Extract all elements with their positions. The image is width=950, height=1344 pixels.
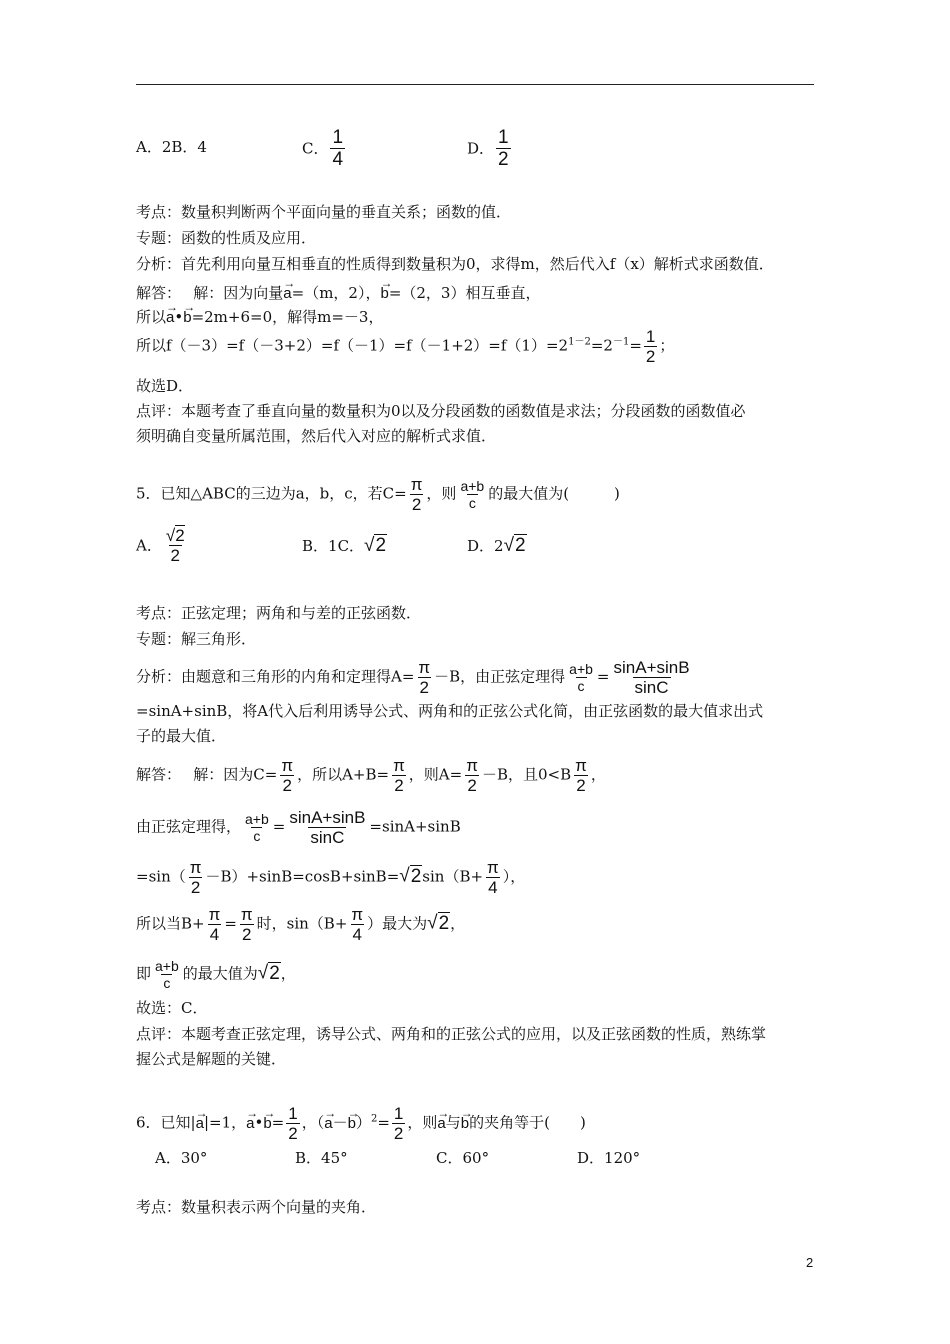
frac-num: 1: [645, 327, 656, 346]
text: 所以: [136, 308, 167, 326]
dot-operator: •: [254, 1113, 264, 1132]
q6-option-d: D．120°: [577, 1149, 641, 1167]
q5-option-a: [136, 526, 189, 565]
text: ，: [450, 914, 466, 933]
text: |=1，: [203, 1113, 247, 1132]
frac-den: 2: [242, 925, 252, 944]
fraction: [567, 661, 595, 694]
text: －B，且0<B: [481, 765, 572, 784]
fraction: [392, 1104, 405, 1143]
text: B．1C．: [302, 537, 365, 555]
frac-den: c: [577, 678, 585, 694]
text: 即: [136, 964, 152, 983]
text: 6．已知|: [136, 1113, 196, 1132]
text: ）最大为: [367, 914, 428, 933]
q4-guxuan: 故选D．: [136, 377, 194, 395]
radicand: 2: [175, 526, 185, 545]
frac-den: 2: [645, 347, 656, 366]
q6-kaodian: 考点：数量积表示两个向量的夹角．: [136, 1198, 377, 1216]
q4-pingping-2: 须明确自变量所属范围，然后代入对应的解析式求值．: [136, 427, 497, 445]
q4-option-d-label: D．: [467, 139, 495, 158]
text: =: [224, 914, 237, 933]
fraction: [349, 905, 365, 944]
text: ，所以A+B=: [297, 765, 390, 784]
text: 的最大值为: [182, 964, 258, 983]
vector-b: → b: [348, 1108, 356, 1134]
fraction: [644, 327, 657, 366]
vector-a: → a: [246, 1108, 254, 1134]
q5-fenxi-line1: [136, 658, 694, 697]
text: =: [271, 1113, 285, 1132]
q4-option-c-label: C．: [302, 139, 329, 158]
text: 分析：由题意和三角形的内角和定理得A=: [136, 667, 415, 686]
text: －: [332, 1113, 348, 1132]
frac-num: π: [393, 756, 405, 775]
q4-fenxi: 分析：首先利用向量互相垂直的性质得到数量积为0，求得m，然后代入f（x）解析式求函数值．: [136, 255, 774, 273]
text: sin（B+: [422, 867, 484, 886]
frac-den: 2: [282, 776, 292, 795]
q5-fenxi-line2: =sinA+sinB，将A代入后利用诱导公式、两角和的正弦公式化简，由正弦函数的最大值求出式: [136, 702, 764, 720]
text: 时，sin（B+: [256, 914, 348, 933]
text: 的最大值为( ): [488, 484, 620, 503]
text: A．: [136, 536, 162, 555]
vector-a: → a: [283, 278, 291, 304]
vector-a: → a: [196, 1108, 204, 1134]
frac-num: 1: [288, 1104, 298, 1123]
vector-b: → b: [461, 1108, 469, 1134]
exponent: 1－2: [568, 336, 591, 348]
text: ，则: [426, 484, 457, 503]
text: =2: [590, 336, 613, 355]
q4-pingping-1: 点评：本题考查了垂直向量的数量积为0以及分段函数的函数值是求法；分段函数的函数值必: [136, 402, 746, 420]
frac-den: c: [468, 495, 476, 511]
fraction: [153, 958, 181, 991]
vector-a: → a: [437, 1108, 445, 1134]
text: =2m+6=0，解得m=－3，: [191, 308, 384, 326]
q5-pingping-1: 点评：本题考查正弦定理，诱导公式、两角和的正弦公式的应用，以及正弦函数的性质，熟练掌: [136, 1025, 767, 1043]
text: ，则A=: [408, 765, 463, 784]
text: =sin（: [136, 867, 186, 886]
fraction: [458, 478, 486, 511]
sqrt-symbol: √2: [364, 535, 387, 556]
frac-num: 1: [393, 1104, 404, 1123]
fraction: [573, 756, 589, 795]
radicand: 2: [515, 535, 526, 556]
frac-num: π: [208, 905, 221, 924]
q6-option-a: A．30°: [155, 1149, 208, 1167]
q5-option-bc: [302, 536, 387, 556]
frac-num: a+b: [460, 478, 485, 494]
text: 解答： 解：因为向量: [136, 284, 284, 302]
q5-jieda-line1: [136, 756, 606, 795]
frac-den: 2: [393, 1124, 404, 1143]
frac-num: π: [418, 658, 431, 677]
frac-den: 2: [288, 1124, 298, 1143]
text: －B，由正弦定理得: [434, 667, 566, 686]
frac-num: π: [575, 756, 587, 775]
text: 的夹角等于( ): [469, 1113, 586, 1132]
frac-num: a+b: [245, 811, 269, 827]
text: ；: [659, 336, 675, 355]
fraction: [243, 811, 271, 844]
radicand: 2: [410, 865, 422, 887]
fraction: [612, 658, 692, 697]
fraction: [416, 658, 432, 697]
frac-den: 4: [488, 878, 498, 897]
frac-den: 2: [467, 776, 477, 795]
header-rule: [136, 84, 814, 85]
q4-jieda-line1: [136, 278, 540, 304]
frac-num: a+b: [569, 661, 593, 677]
frac-num: π: [487, 858, 499, 877]
q4-jieda-line2: [136, 302, 383, 328]
frac-den: c: [253, 828, 261, 844]
q5-stem: [136, 475, 620, 514]
text: =（m，2），: [291, 284, 381, 302]
frac-den: 2: [394, 776, 404, 795]
text: =: [629, 336, 642, 355]
q4-option-c: [302, 127, 347, 170]
text: =: [596, 667, 610, 686]
page-number: 2: [806, 1255, 814, 1270]
sqrt-symbol: √2: [257, 962, 280, 984]
q4-jieda-line3: [136, 327, 674, 366]
text: =sinA+sinB: [369, 817, 461, 836]
sqrt-symbol: √2: [503, 535, 526, 556]
frac-num: π: [466, 756, 478, 775]
fraction: [207, 905, 223, 944]
sqrt-symbol: √2: [427, 912, 450, 934]
q5-fenxi-line3: 子的最大值．: [136, 727, 227, 745]
text: 与: [445, 1113, 461, 1132]
q6-stem: [136, 1104, 586, 1143]
fraction: [286, 1104, 299, 1143]
frac-num: sinA+sinB: [289, 808, 366, 827]
text: －B）+sinB=cosB+sinB=: [205, 867, 400, 886]
fraction: [391, 756, 407, 795]
q6-option-b: B．45°: [295, 1149, 348, 1167]
fraction: [287, 808, 367, 847]
text: ），: [502, 867, 526, 886]
frac-num: 1: [498, 127, 509, 148]
text: 由正弦定理得，: [136, 817, 242, 836]
frac-den: 2: [411, 495, 422, 514]
q5-option-d: [467, 536, 527, 556]
vector-b: → b: [263, 1108, 271, 1134]
q5-pingping-2: 握公式是解题的关键．: [136, 1050, 287, 1068]
fraction: [485, 858, 501, 897]
q4-option-c-fraction: [330, 127, 345, 170]
vector-b: → b: [380, 278, 388, 304]
dot-operator: •: [174, 308, 184, 326]
text: ，: [280, 964, 296, 983]
q6-option-c: C．60°: [436, 1149, 490, 1167]
q5-kaodian: 考点：正弦定理；两角和与差的正弦函数．: [136, 604, 422, 622]
frac-num: a+b: [155, 958, 179, 974]
frac-num: π: [189, 858, 202, 877]
q4-option-d-fraction: [496, 127, 511, 170]
radicand: 2: [269, 962, 280, 984]
frac-den: 2: [190, 878, 201, 897]
frac-num: π: [240, 905, 253, 924]
frac-den: sinC: [634, 678, 669, 697]
exponent: 2: [370, 1113, 378, 1125]
frac-den: c: [163, 975, 171, 991]
frac-den: 2: [498, 149, 509, 170]
frac-den: 2: [419, 678, 429, 697]
text: ，则: [407, 1113, 438, 1132]
text: =: [272, 817, 286, 836]
text: ）: [355, 1113, 371, 1132]
frac-den: 4: [209, 925, 220, 944]
text: 所以当B+: [136, 914, 205, 933]
frac-num: π: [281, 756, 294, 775]
q5-jieda-line3: [136, 858, 525, 897]
frac-den: 2: [576, 776, 586, 795]
q4-kaodian: 考点：数量积判断两个平面向量的垂直关系；函数的值．: [136, 203, 512, 221]
text: =: [377, 1113, 390, 1132]
q5-jieda-line2: [136, 808, 461, 847]
fraction: [164, 526, 187, 565]
frac-num: 1: [332, 127, 344, 148]
vector-a: → a: [324, 1108, 332, 1134]
exponent: －1: [612, 336, 630, 348]
q5-jieda-line4: [136, 905, 465, 944]
text: 5．已知△ABC的三边为a，b，c，若C=: [136, 484, 407, 503]
q4-option-ab: A．2B．4: [136, 138, 207, 156]
text: 所以f（－3）=f（－3+2）=f（－1）=f（－1+2）=f（1）=2: [136, 336, 569, 355]
vector-a: → a: [166, 302, 174, 328]
frac-num: π: [351, 905, 364, 924]
frac-den: 4: [352, 925, 362, 944]
frac-den: 2: [170, 546, 180, 565]
fraction: [188, 858, 204, 897]
fraction: [464, 756, 480, 795]
frac-den: sinC: [310, 828, 345, 847]
frac-num: √2: [165, 526, 185, 545]
fraction: [409, 475, 425, 514]
sqrt-symbol: √2: [399, 865, 422, 887]
q5-guxuan: 故选：C．: [136, 999, 208, 1017]
fraction: [279, 756, 295, 795]
text: ，（: [301, 1113, 325, 1132]
vector-b: → b: [183, 302, 191, 328]
q5-jieda-line5: [136, 958, 296, 991]
q5-zhuanti: 专题：解三角形．: [136, 630, 257, 648]
text: =（2，3）相互垂直，: [388, 284, 541, 302]
radicand: 2: [438, 912, 450, 934]
text: ，: [590, 765, 606, 784]
frac-num: π: [410, 475, 423, 494]
text: D．2: [467, 537, 504, 555]
q4-zhuanti: 专题：函数的性质及应用．: [136, 229, 317, 247]
radicand: 2: [375, 535, 387, 556]
frac-den: 4: [332, 149, 344, 170]
frac-num: sinA+sinB: [613, 658, 690, 677]
text: 解答： 解：因为C=: [136, 765, 278, 784]
fraction: [239, 905, 255, 944]
q4-options: [136, 137, 207, 157]
q4-option-d: [467, 127, 513, 170]
